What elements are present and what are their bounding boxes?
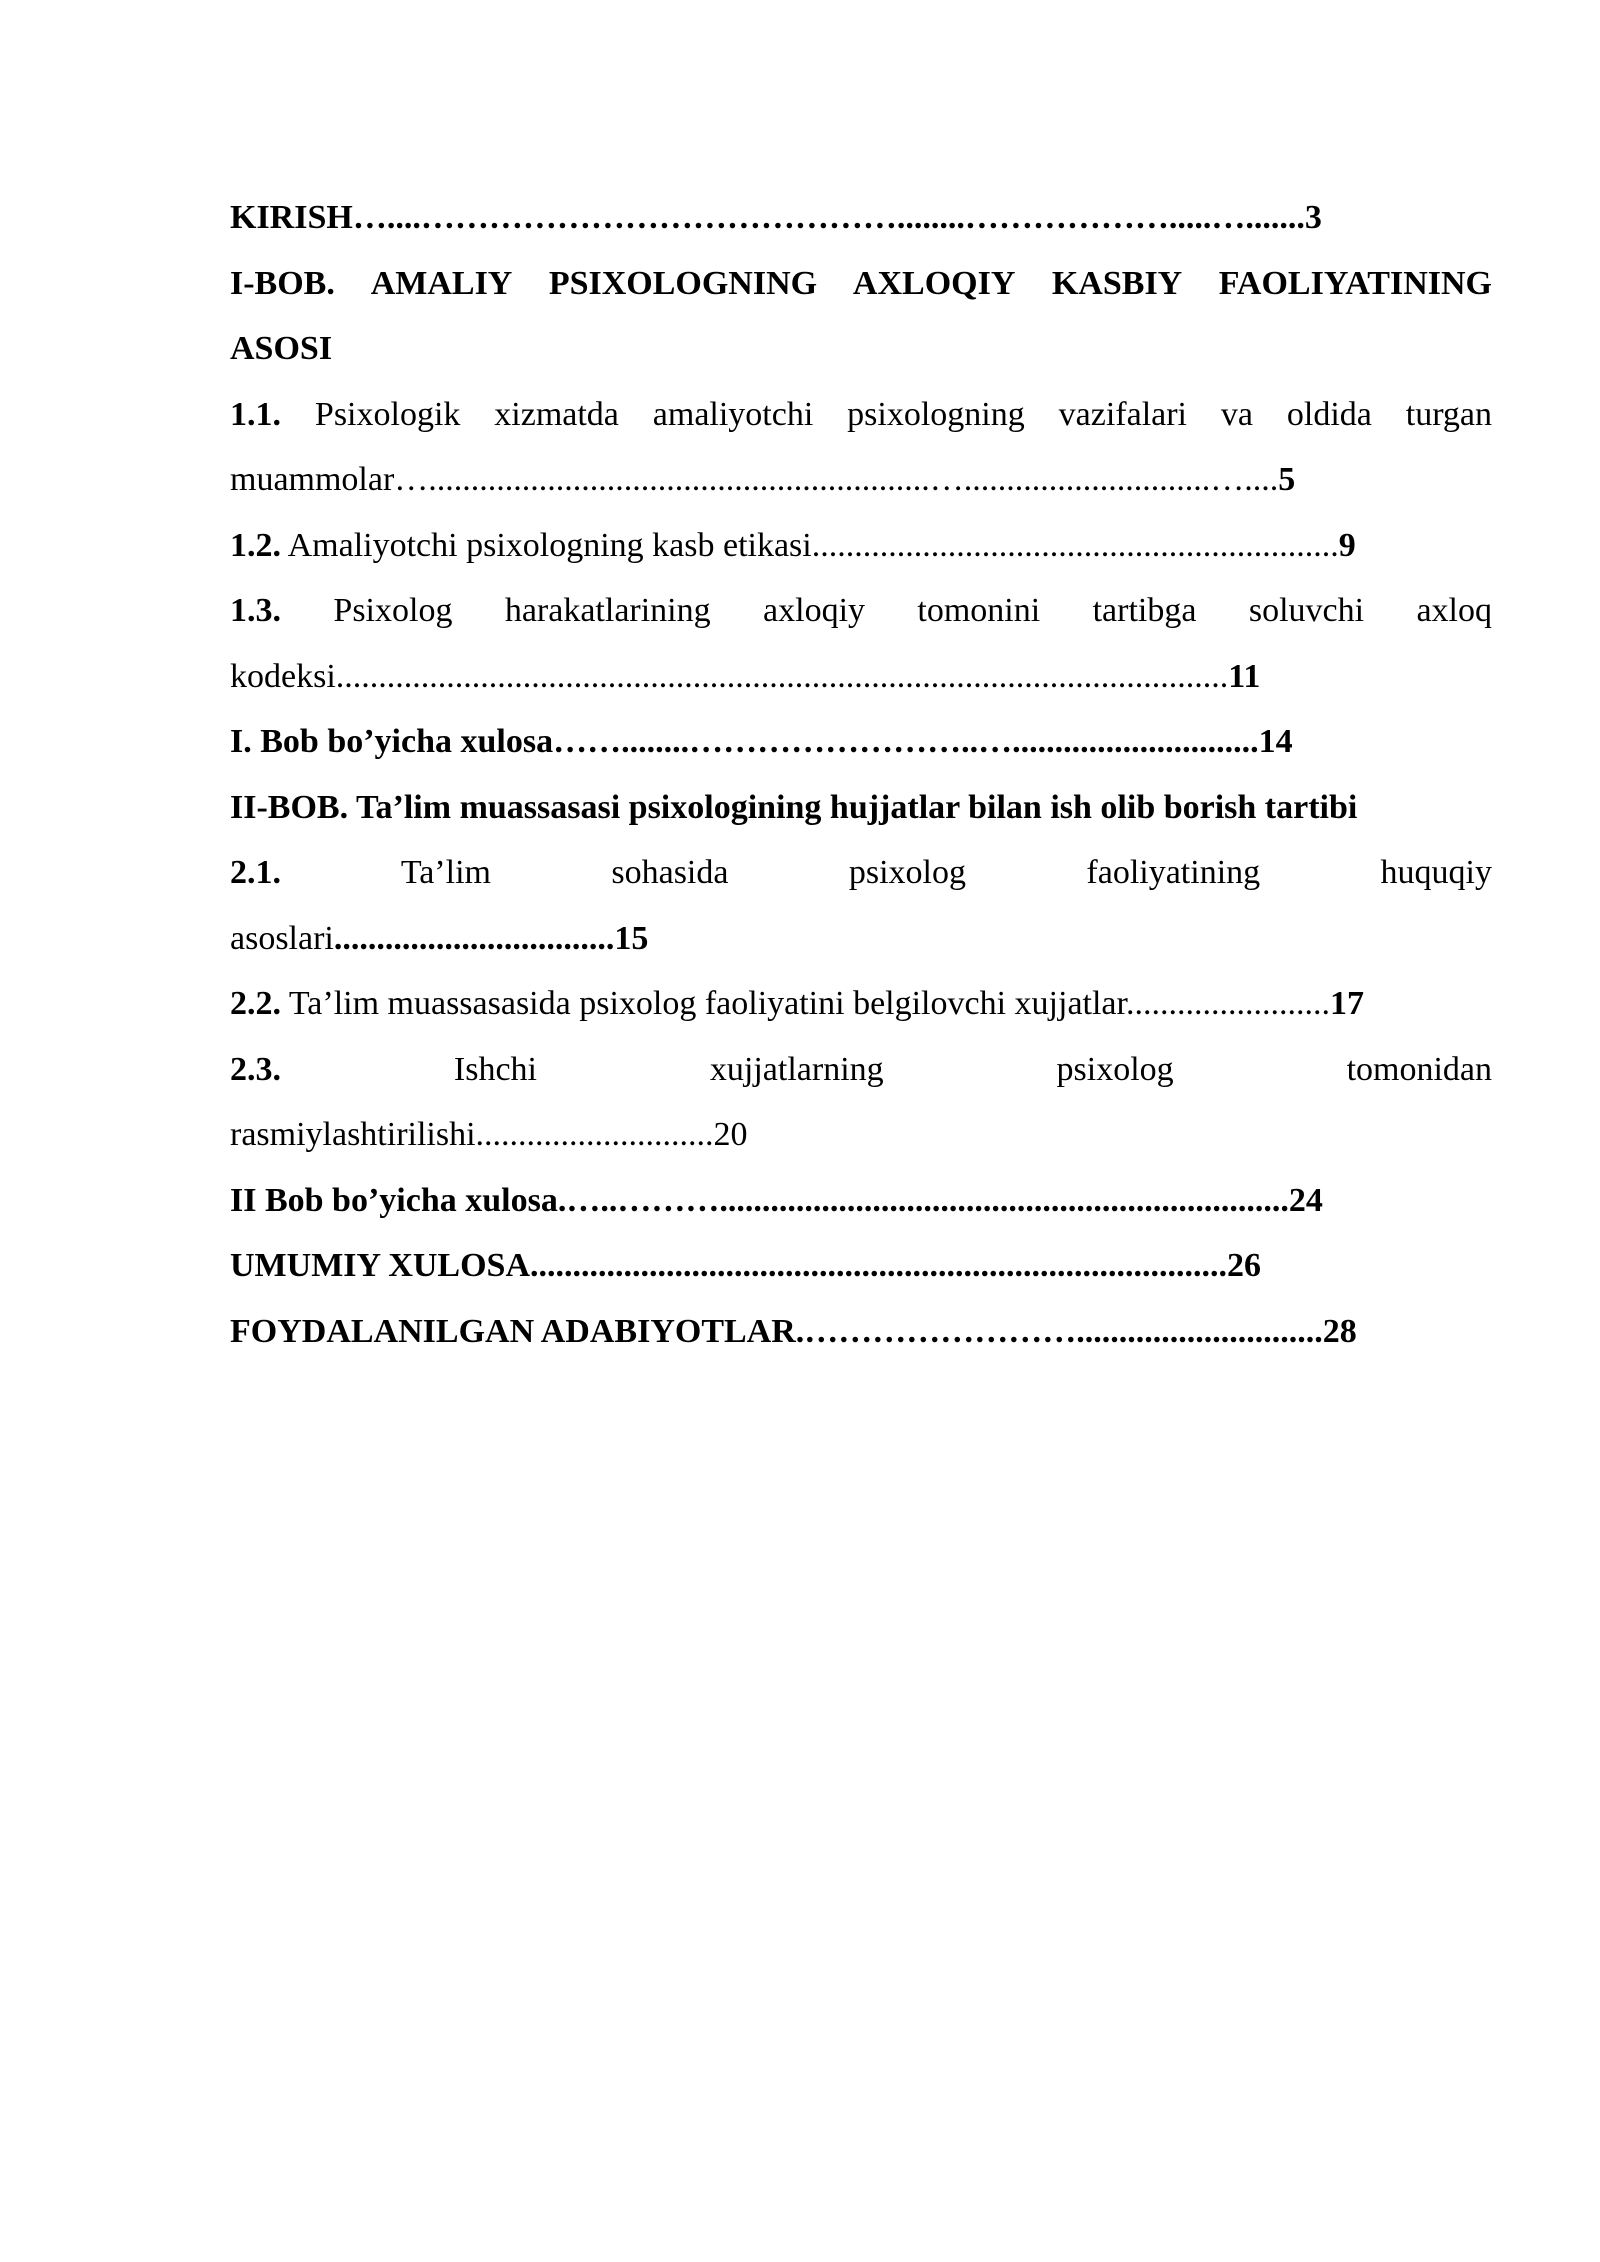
- toc-leader: .…………………….............................: [795, 1312, 1323, 1350]
- toc-leader: ..................................................................................: [530, 1247, 1228, 1284]
- toc-page-number: 15: [614, 919, 649, 957]
- chapter-1-title-line-1: I-BOB. AMALIY PSIXOLOGNING AXLOQIY KASBIY FAOLIYATINING: [230, 264, 1492, 302]
- toc-page-number: 11: [1228, 657, 1261, 695]
- section-2-3-line-2: rasmiylashtirilishi............................20: [230, 1116, 748, 1153]
- toc-page-number: 24: [1288, 1181, 1323, 1219]
- toc-label: KIRISH: [230, 199, 353, 236]
- section-title: Ta’lim sohasida psixolog faoliyatining huquqiy: [400, 854, 1492, 891]
- toc-section-1-2: [230, 513, 1492, 579]
- toc-page-number: 26: [1227, 1247, 1262, 1284]
- section-1-1-line-1: [230, 382, 1492, 448]
- toc-leader: .................................: [333, 919, 615, 957]
- toc-references: [230, 1299, 1492, 1365]
- section-title: Ta’lim muassasasida psixolog faoliyatini belgilovchi xujjatlar........................: [288, 985, 1330, 1022]
- toc-section-1-1: [230, 382, 1492, 513]
- toc-page-number: 9: [1338, 526, 1356, 564]
- table-of-contents: [230, 185, 1492, 1364]
- toc-general-conclusion: [230, 1233, 1492, 1299]
- section-1-3-line-1: [230, 578, 1492, 644]
- toc-section-2-3: [230, 1037, 1492, 1168]
- section-title: Psixologik xizmatda amaliyotchi psixologning vazifalari va oldida turgan: [314, 395, 1492, 433]
- section-2-1-line-2: [230, 906, 1492, 972]
- toc-leader: .…..………...................................................................: [557, 1181, 1289, 1219]
- section-title-cont: muammolar…...........................................................….............................…....: [230, 461, 1279, 498]
- section-title: Psixolog harakatlarining axloqiy tomonini tartibga soluvchi axloq: [333, 592, 1492, 629]
- section-2-1-line-1: [230, 840, 1492, 906]
- toc-section-1-3: [230, 578, 1492, 709]
- section-number: 2.1.: [230, 854, 281, 891]
- section-1-1-line-2: [230, 447, 1492, 513]
- section-number: 1.2.: [230, 526, 281, 564]
- toc-conclusion-1: [230, 709, 1492, 775]
- chapter-2-title: II-BOB. Ta’lim muassasasi psixologining hujjatlar bilan ish olib borish tartibi: [230, 788, 1358, 826]
- section-number: 2.2.: [230, 985, 281, 1022]
- section-number: 1.3.: [230, 592, 281, 629]
- section-title-cont: asoslari: [230, 919, 334, 957]
- section-number: 1.1.: [230, 395, 281, 433]
- toc-chapter-1: [230, 251, 1492, 382]
- toc-page-number: 3: [1304, 199, 1322, 236]
- toc-page-number: 28: [1322, 1312, 1357, 1350]
- section-title: Ishchi xujjatlarning psixolog tomonidan: [453, 1050, 1492, 1088]
- toc-page-number: 17: [1329, 985, 1364, 1022]
- toc-label: FOYDALANILGAN ADABIYOTLAR: [230, 1312, 796, 1350]
- toc-label: UMUMIY XULOSA: [230, 1247, 531, 1284]
- section-2-3-line-1: [230, 1037, 1492, 1103]
- chapter-1-title-line-2: ASOSI: [230, 330, 333, 367]
- toc-section-2-2: [230, 971, 1492, 1037]
- toc-entry-kirish: [230, 185, 1492, 251]
- toc-label: II Bob bo’yicha xulosa: [230, 1181, 558, 1219]
- toc-leader: …....……………………………………........……………….....….......: [352, 199, 1305, 236]
- toc-leader: ……........……………………..….............................: [553, 723, 1259, 760]
- toc-section-2-1: [230, 840, 1492, 971]
- toc-page-number: 5: [1278, 461, 1296, 498]
- section-number: 2.3.: [230, 1050, 281, 1088]
- section-1-3-line-2: [230, 644, 1492, 710]
- toc-conclusion-2: [230, 1168, 1492, 1234]
- section-title: Amaliyotchi psixologning kasb etikasi..............................................................: [287, 526, 1339, 564]
- toc-label: I. Bob bo’yicha xulosa: [230, 723, 554, 760]
- toc-page-number: 14: [1258, 723, 1293, 760]
- section-title-cont: kodeksi.........................................................................................................: [230, 657, 1229, 695]
- toc-chapter-2: [230, 775, 1492, 841]
